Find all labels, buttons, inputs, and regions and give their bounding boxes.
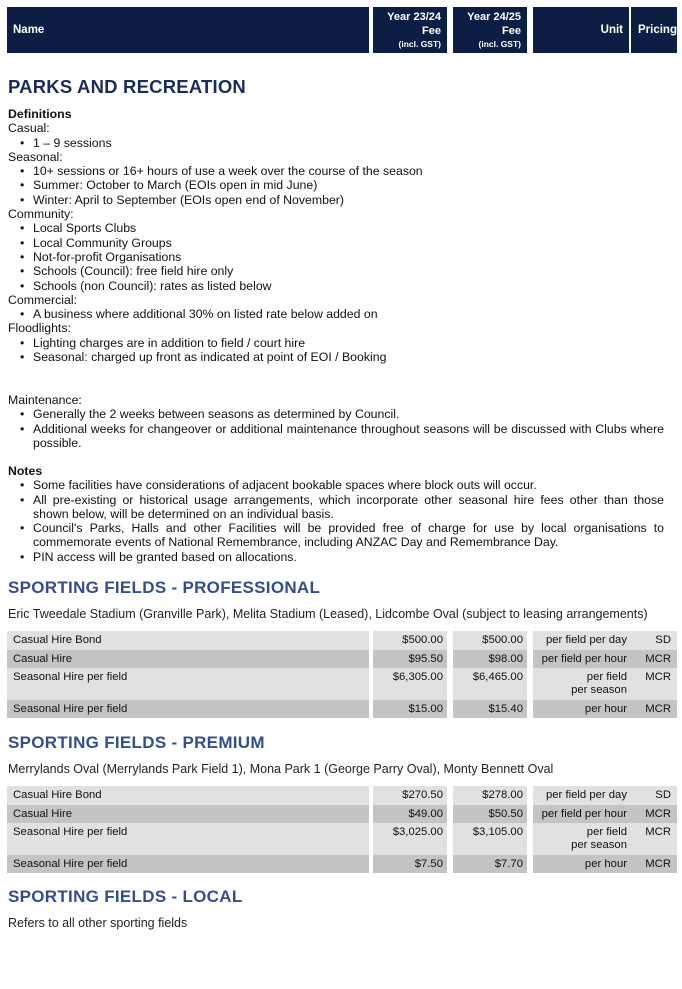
list-item: • Generally the 2 weeks between seasons as determined by Council. xyxy=(8,407,664,421)
list-item: • 10+ sessions or 16+ hours of use a week over the course of the season xyxy=(8,164,423,178)
list-item: • Some facilities have considerations of adjacent bookable spaces where block outs will occur. xyxy=(8,478,664,492)
professional-title: SPORTING FIELDS - PROFESSIONAL xyxy=(8,578,321,597)
premium-title: SPORTING FIELDS - PREMIUM xyxy=(8,733,265,752)
list-item: • Summer: October to March (EOIs open in mid June) xyxy=(8,178,423,192)
header-fee1-gst: (incl. GST) xyxy=(398,39,441,49)
row-name: Seasonal Hire per field xyxy=(7,855,369,873)
row-fee-2425: $7.70 xyxy=(453,855,527,873)
notes-block xyxy=(8,464,664,564)
header-pricing: Pricing xyxy=(631,7,677,53)
row-fee-2425: $98.00 xyxy=(453,650,527,668)
row-fee-2425: $500.00 xyxy=(453,631,527,650)
row-name: Seasonal Hire per field xyxy=(7,668,369,700)
row-name: Casual Hire Bond xyxy=(7,631,369,650)
header-fee-2425 xyxy=(453,7,527,53)
professional-venues: Eric Tweedale Stadium (Granville Park), Melita Stadium (Leased), Lidcombe Oval (subject to leasing arrangements) xyxy=(8,607,648,621)
row-unit: per field per day xyxy=(533,631,631,650)
notes-heading: Notes xyxy=(8,464,43,478)
header-fee1-fee: Fee xyxy=(422,25,441,37)
list-item: • PIN access will be granted based on allocations. xyxy=(8,550,664,564)
commercial-label: Commercial: xyxy=(8,292,78,307)
row-unit: per field per hour xyxy=(533,805,631,823)
row-fee-2324: $95.50 xyxy=(373,650,447,668)
list-item: • All pre-existing or historical usage arrangements, which incorporate other seasonal hire fees other than those shown below, will be determined on an individual basis. xyxy=(8,493,664,522)
list-item: • Local Community Groups xyxy=(8,236,423,250)
row-fee-2324: $7.50 xyxy=(373,855,447,873)
row-fee-2324: $500.00 xyxy=(373,631,447,650)
casual-label: Casual: xyxy=(8,121,50,136)
table-row xyxy=(7,700,677,718)
seasonal-label: Seasonal: xyxy=(8,149,63,164)
row-name: Casual Hire xyxy=(7,650,369,668)
premium-venues: Merrylands Oval (Merrylands Park Field 1), Mona Park 1 (George Parry Oval), Monty Bennett Oval xyxy=(8,762,554,776)
definitions-block xyxy=(8,107,423,364)
row-name: Casual Hire xyxy=(7,805,369,823)
row-pricing: MCR xyxy=(631,700,677,718)
row-name: Seasonal Hire per field xyxy=(7,823,369,855)
table-row xyxy=(7,650,677,668)
premium-fee-table xyxy=(7,786,677,873)
row-unit: per field per season xyxy=(533,823,631,855)
row-pricing: MCR xyxy=(631,650,677,668)
row-fee-2324: $3,025.00 xyxy=(373,823,447,855)
row-pricing: SD xyxy=(631,786,677,805)
maintenance-block xyxy=(8,393,664,450)
header-fee2-gst: (incl. GST) xyxy=(478,39,521,49)
list-item: • A business where additional 30% on listed rate below added on xyxy=(8,307,423,321)
table-row xyxy=(7,786,677,805)
header-unit: Unit xyxy=(533,7,629,53)
header-fee2-year: Year 24/25 xyxy=(467,11,521,23)
header-name: Name xyxy=(7,7,369,53)
row-fee-2324: $6,305.00 xyxy=(373,668,447,700)
row-fee-2425: $15.40 xyxy=(453,700,527,718)
row-unit: per hour xyxy=(533,855,631,873)
community-label: Community: xyxy=(8,207,74,222)
row-fee-2425: $6,465.00 xyxy=(453,668,527,700)
row-unit: per hour xyxy=(533,700,631,718)
row-pricing: MCR xyxy=(631,805,677,823)
list-item: • Additional weeks for changeover or additional maintenance throughout seasons will be discussed with Clubs where possible. xyxy=(8,422,664,451)
local-title: SPORTING FIELDS - LOCAL xyxy=(8,887,243,906)
row-pricing: MCR xyxy=(631,823,677,855)
list-item: • Council's Parks, Halls and other Facilities will be provided free of charge for use by local organisations to commemorate events of National Remembrance, including ANZAC Day and Remembrance Day. xyxy=(8,521,664,550)
list-item: • Not-for-profit Organisations xyxy=(8,250,423,264)
list-item: • Winter: April to September (EOIs open end of November) xyxy=(8,193,423,207)
floodlights-label: Floodlights: xyxy=(8,321,71,336)
professional-fee-table xyxy=(7,631,677,718)
list-item: • Schools (non Council): rates as listed below xyxy=(8,279,423,293)
maintenance-label: Maintenance: xyxy=(8,393,82,407)
row-pricing: MCR xyxy=(631,855,677,873)
row-unit: per field per season xyxy=(533,668,631,700)
row-unit: per field per day xyxy=(533,786,631,805)
list-item: • 1 – 9 sessions xyxy=(8,136,423,150)
header-fee1-year: Year 23/24 xyxy=(387,11,441,23)
row-name: Casual Hire Bond xyxy=(7,786,369,805)
list-item: • Lighting charges are in addition to field / court hire xyxy=(8,336,423,350)
row-pricing: MCR xyxy=(631,668,677,700)
row-name: Seasonal Hire per field xyxy=(7,700,369,718)
local-note: Refers to all other sporting fields xyxy=(8,916,188,930)
table-row xyxy=(7,855,677,873)
table-row xyxy=(7,668,677,700)
row-fee-2324: $270.50 xyxy=(373,786,447,805)
row-fee-2324: $15.00 xyxy=(373,700,447,718)
header-fee2-fee: Fee xyxy=(502,25,521,37)
section-title: PARKS AND RECREATION xyxy=(8,76,246,97)
list-item: • Seasonal: charged up front as indicated at point of EOI / Booking xyxy=(8,350,423,364)
definitions-heading: Definitions xyxy=(8,107,72,121)
row-fee-2425: $50.50 xyxy=(453,805,527,823)
list-item: • Schools (Council): free field hire only xyxy=(8,264,423,278)
row-fee-2425: $278.00 xyxy=(453,786,527,805)
row-fee-2425: $3,105.00 xyxy=(453,823,527,855)
row-fee-2324: $49.00 xyxy=(373,805,447,823)
table-row xyxy=(7,805,677,823)
header-fee-2324 xyxy=(373,7,447,53)
table-row xyxy=(7,631,677,650)
table-row xyxy=(7,823,677,855)
list-item: • Local Sports Clubs xyxy=(8,221,423,235)
row-pricing: SD xyxy=(631,631,677,650)
row-unit: per field per hour xyxy=(533,650,631,668)
